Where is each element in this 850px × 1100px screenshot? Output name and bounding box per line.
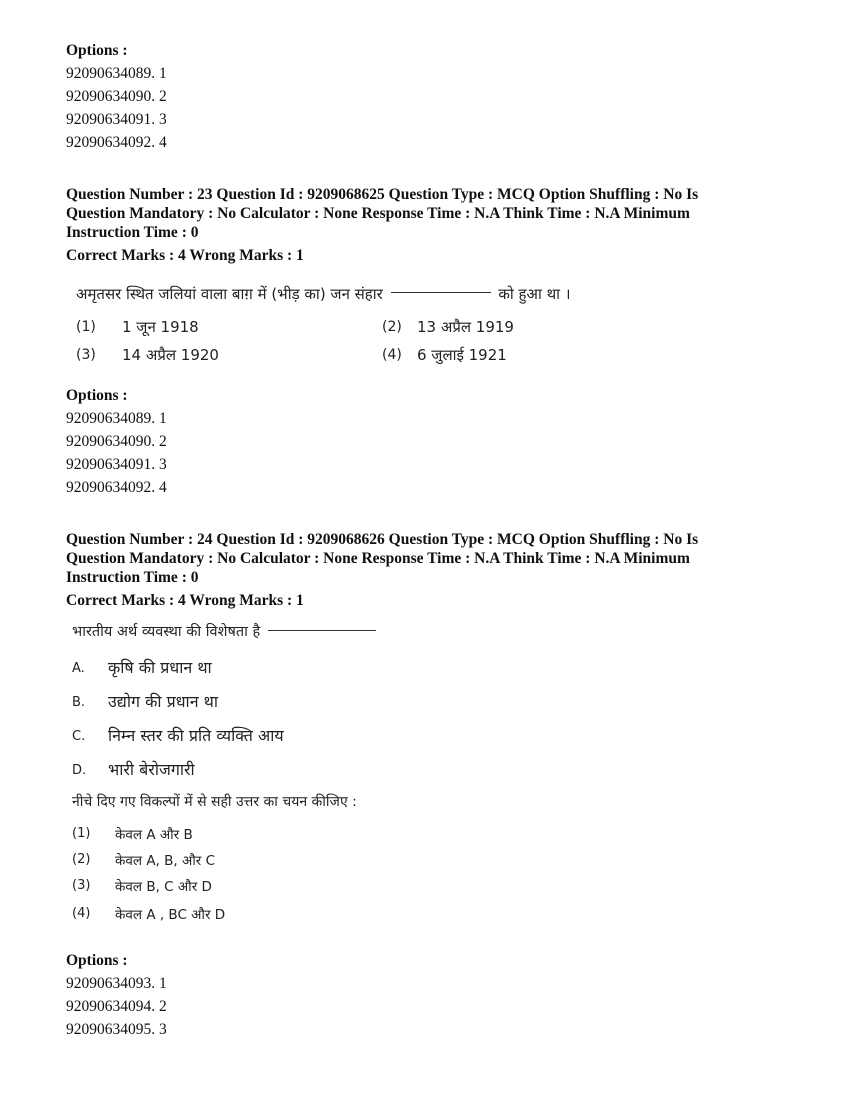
choice-number: (3) (72, 878, 91, 893)
question-meta-line: Question Number : 23 Question Id : 9209068625 Question Type : MCQ Option Shuffling : No Is (66, 186, 699, 203)
option-id: 92090634092. 4 (66, 134, 167, 151)
option-id: 92090634089. 1 (66, 65, 167, 82)
question-text (76, 284, 571, 304)
choice-number: (4) (72, 906, 91, 921)
choice-text: केवल A और B (115, 827, 193, 843)
choice-number: (2) (72, 852, 91, 867)
question-text-part1: अमृतसर स्थित जलियां वाला बाग़ में (भीड़ का) जन संहार (76, 285, 383, 303)
statement-text: उद्योग की प्रधान था (108, 692, 219, 711)
question-meta-line: Instruction Time : 0 (66, 569, 199, 586)
choice-text: 6 जुलाई 1921 (417, 346, 507, 364)
choice-number: (3) (76, 347, 96, 363)
choice-number: (2) (382, 319, 402, 335)
options-label: Options : (66, 42, 128, 59)
choice-number: (1) (72, 826, 91, 841)
statement-letter: B. (72, 695, 86, 710)
question-meta-line: Instruction Time : 0 (66, 224, 199, 241)
statement-text: कृषि की प्रधान था (108, 658, 212, 677)
option-id: 92090634089. 1 (66, 410, 167, 427)
option-id: 92090634090. 2 (66, 433, 167, 450)
option-id: 92090634092. 4 (66, 479, 167, 496)
statement-letter: A. (72, 661, 85, 676)
option-id: 92090634090. 2 (66, 88, 167, 105)
instruction-text: नीचे दिए गए विकल्पों में से सही उत्तर का चयन कीजिए : (72, 794, 357, 810)
choice-number: (4) (382, 347, 402, 363)
question-text-part2: को हुआ था । (498, 285, 571, 303)
option-id: 92090634091. 3 (66, 111, 167, 128)
choice-text: केवल A , BC और D (115, 907, 226, 923)
question-marks: Correct Marks : 4 Wrong Marks : 1 (66, 592, 304, 609)
statement-text: भारी बेरोजगारी (108, 760, 195, 779)
option-id: 92090634093. 1 (66, 975, 167, 992)
statement-letter: C. (72, 729, 86, 744)
choice-text: 14 अप्रैल 1920 (122, 346, 219, 364)
choice-text: 1 जून 1918 (122, 318, 199, 336)
question-meta-line: Question Mandatory : No Calculator : None Response Time : N.A Think Time : N.A Minimum (66, 205, 690, 222)
option-id: 92090634094. 2 (66, 998, 167, 1015)
options-label: Options : (66, 952, 128, 969)
statement-letter: D. (72, 763, 87, 778)
option-id: 92090634091. 3 (66, 456, 167, 473)
fill-blank-line (391, 292, 491, 293)
statement-text: निम्न स्तर की प्रति व्यक्ति आय (108, 726, 284, 745)
question-text (72, 622, 379, 642)
question-text-part1: भारतीय अर्थ व्यवस्था की विशेषता है (72, 624, 261, 640)
choice-text: 13 अप्रैल 1919 (417, 318, 514, 336)
choice-number: (1) (76, 319, 96, 335)
question-meta-line: Question Mandatory : No Calculator : None Response Time : N.A Think Time : N.A Minimum (66, 550, 690, 567)
option-id: 92090634095. 3 (66, 1021, 167, 1038)
fill-blank-line (268, 630, 376, 631)
choice-text: केवल A, B, और C (115, 853, 216, 869)
question-marks: Correct Marks : 4 Wrong Marks : 1 (66, 247, 304, 264)
question-meta-line: Question Number : 24 Question Id : 9209068626 Question Type : MCQ Option Shuffling : No Is (66, 531, 699, 548)
choice-text: केवल B, C और D (115, 879, 212, 895)
options-label: Options : (66, 387, 128, 404)
